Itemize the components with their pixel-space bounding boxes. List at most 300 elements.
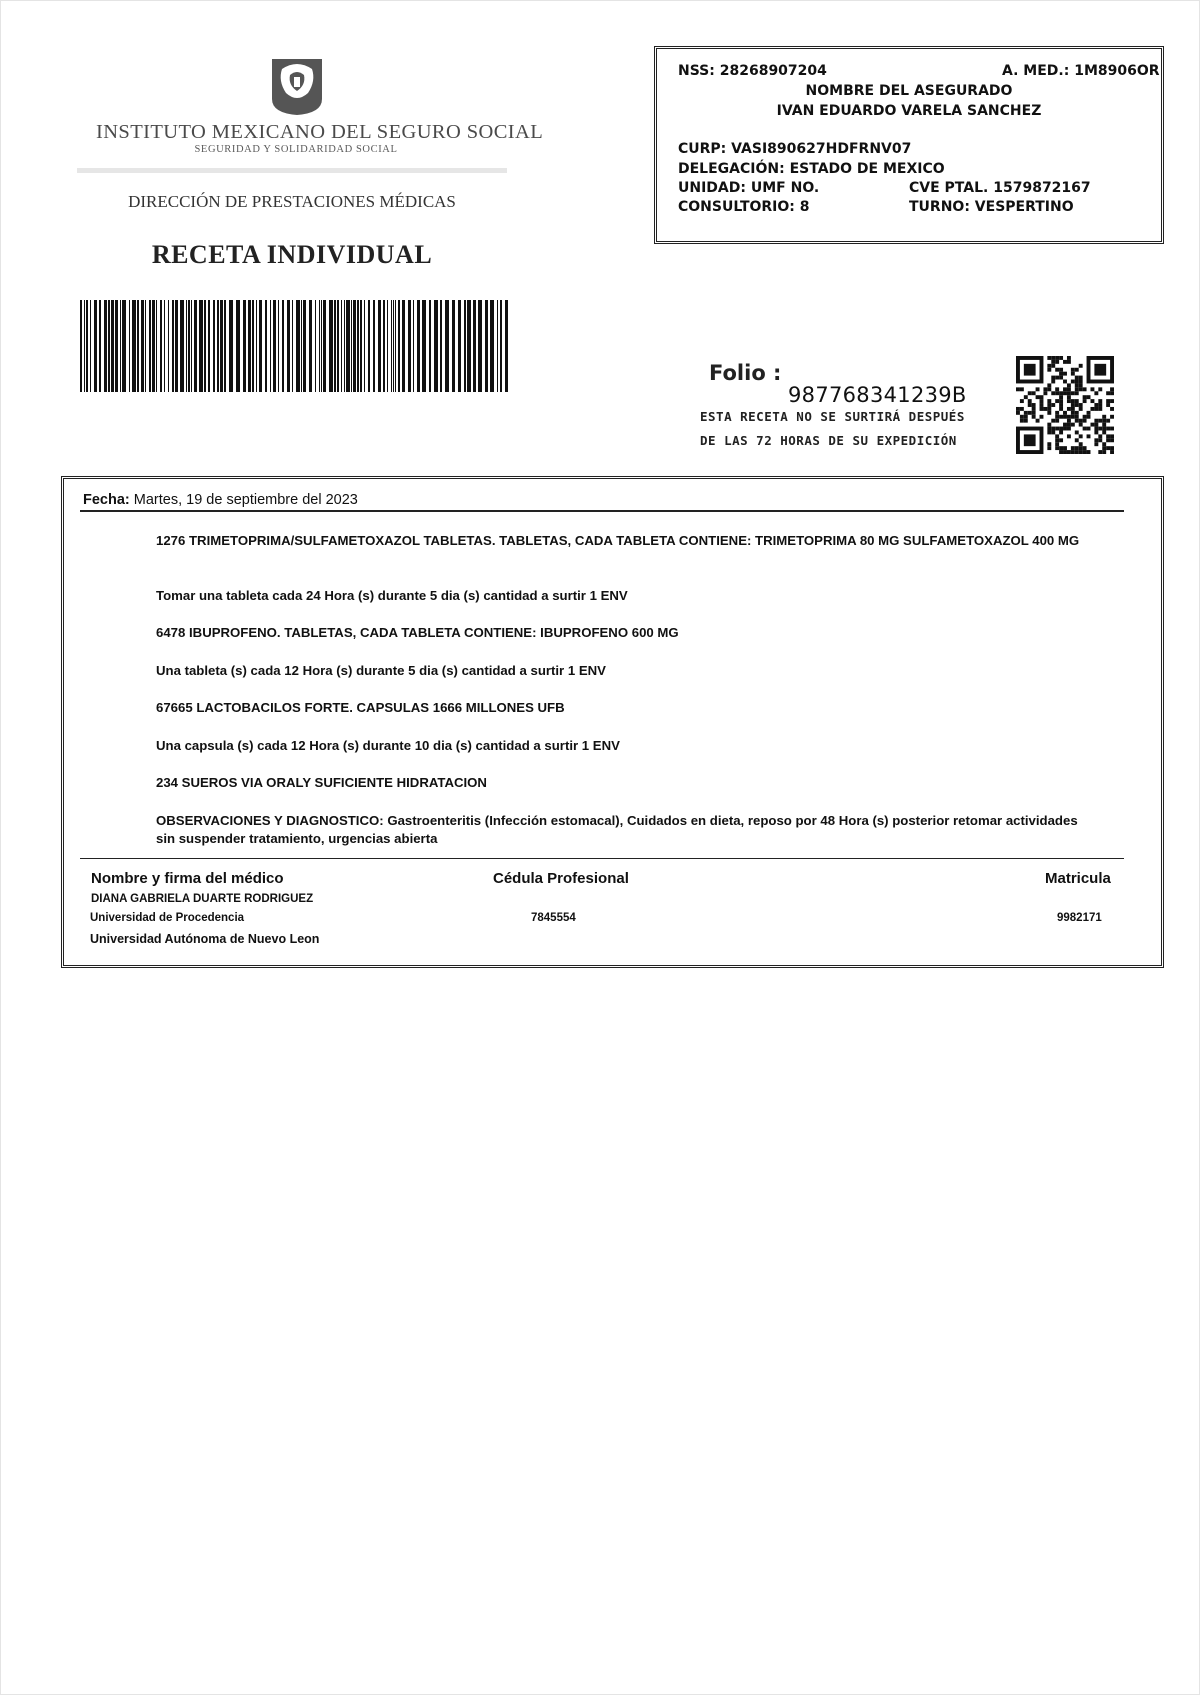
qr-module [1059, 391, 1063, 395]
barcode-bar [429, 300, 431, 392]
barcode-bar [108, 300, 110, 392]
qr-module [1032, 411, 1036, 415]
qr-module [1055, 442, 1059, 446]
qr-module [1028, 403, 1032, 407]
qr-module [1083, 446, 1087, 450]
qr-module [1090, 407, 1094, 411]
cve-ptal-value: 1579872167 [993, 180, 1091, 196]
qr-module [1047, 423, 1051, 427]
barcode-bar [485, 300, 488, 392]
curp-value: VASI890627HDFRNV07 [731, 141, 912, 157]
qr-module [1051, 364, 1055, 368]
qr-module [1098, 427, 1102, 431]
qr-module [1102, 430, 1106, 434]
barcode-bar [490, 300, 494, 392]
unidad-value: UMF NO. [750, 180, 820, 196]
qr-module [1083, 387, 1087, 391]
qr-module [1055, 411, 1059, 415]
qr-module [1087, 434, 1091, 438]
qr-module [1028, 399, 1032, 403]
patient-info-box [654, 46, 1164, 244]
qr-module [1051, 360, 1055, 364]
consultorio-value: 8 [799, 199, 810, 215]
qr-module [1106, 446, 1110, 450]
observaciones-text: Gastroenteritis (Infección estomacal), Cuidados en dieta, reposo por 48 Hora (s) posterior retomar actividades sin suspender tratamiento, urgencias abierta [156, 813, 1078, 846]
folio-note-line1: ESTA RECETA NO SE SURTIRÁ DESPUÉS [700, 409, 965, 424]
qr-module [1071, 391, 1075, 395]
barcode-bar [329, 300, 333, 392]
qr-module [1063, 423, 1067, 427]
barcode-bar [417, 300, 420, 392]
qr-module [1106, 438, 1110, 442]
cedula-header: Cédula Profesional [493, 870, 629, 887]
barcode-bar [422, 300, 426, 392]
qr-module [1063, 446, 1067, 450]
qr-module [1051, 403, 1055, 407]
observaciones [156, 812, 1086, 848]
qr-module [1071, 403, 1075, 407]
qr-module [1094, 419, 1098, 423]
qr-module [1063, 387, 1067, 391]
qr-module [1040, 395, 1044, 399]
barcode-bar [104, 300, 107, 392]
qr-module [1075, 368, 1079, 372]
qr-module [1079, 403, 1083, 407]
qr-module [1075, 430, 1079, 434]
barcode-bar [357, 300, 359, 392]
qr-module [1075, 411, 1079, 415]
barcode-bar [99, 300, 101, 392]
doctor-name: DIANA GABRIELA DUARTE RODRIGUEZ [91, 893, 314, 905]
barcode-bar [160, 300, 162, 392]
qr-module [1075, 415, 1079, 419]
barcode-bar [321, 300, 322, 392]
qr-module [1110, 415, 1114, 419]
qr-module [1067, 427, 1071, 431]
qr-module [1098, 419, 1102, 423]
qr-module [1106, 399, 1110, 403]
barcode-bar [287, 300, 290, 392]
curp-label: CURP: [678, 141, 727, 157]
barcode-bar [440, 300, 442, 392]
barcode-bar [383, 300, 385, 392]
qr-module [1024, 395, 1028, 399]
qr-module [1047, 411, 1051, 415]
curp-field [678, 141, 911, 157]
qr-module [1055, 376, 1059, 380]
rx-line-1: 1276 TRIMETOPRIMA/SULFAMETOXAZOL TABLETAS. TABLETAS, CADA TABLETA CONTIENE: TRIMETOPRIMA 80 MG SULFAMETOXAZOL 400 MG [156, 533, 1080, 548]
qr-module [1075, 399, 1079, 403]
barcode-bar [141, 300, 144, 392]
qr-module [1055, 360, 1059, 364]
nss-value: 28268907204 [719, 63, 827, 79]
qr-module [1098, 438, 1102, 442]
qr-module [1055, 399, 1059, 403]
qr-module [1094, 364, 1106, 376]
barcode-bar [344, 300, 345, 392]
qr-module [1075, 383, 1079, 387]
barcode-bar [445, 300, 449, 392]
qr-code-icon [1016, 356, 1114, 454]
barcode-bar [505, 300, 508, 392]
barcode-icon [80, 300, 508, 392]
qr-module [1020, 419, 1024, 423]
barcode-bar [229, 300, 233, 392]
barcode-bar [180, 300, 184, 392]
barcode-bar [90, 300, 91, 392]
qr-module [1083, 450, 1087, 454]
barcode-bar [458, 300, 461, 392]
qr-module [1083, 419, 1087, 423]
barcode-bar [243, 300, 246, 392]
qr-module [1083, 399, 1087, 403]
insured-name: IVAN EDUARDO VARELA SANCHEZ [776, 103, 1042, 119]
consultorio-field [678, 199, 810, 215]
qr-module [1059, 427, 1063, 431]
qr-module [1059, 430, 1063, 434]
qr-module [1106, 403, 1110, 407]
qr-module [1083, 395, 1087, 399]
barcode-bar [278, 300, 279, 392]
qr-module [1059, 407, 1063, 411]
turno-value: VESPERTINO [974, 199, 1074, 215]
qr-module [1051, 356, 1055, 360]
qr-module [1071, 423, 1075, 427]
qr-module [1063, 415, 1067, 419]
qr-module [1090, 387, 1094, 391]
qr-module [1067, 387, 1071, 391]
barcode-bar [467, 300, 471, 392]
barcode-bar [309, 300, 312, 392]
qr-module [1016, 387, 1020, 391]
unidad-label: UNIDAD: [678, 180, 746, 196]
turno-label: TURNO: [909, 199, 970, 215]
qr-module [1059, 399, 1063, 403]
qr-module [1055, 434, 1059, 438]
barcode-bar [186, 300, 187, 392]
qr-module [1106, 391, 1110, 395]
qr-module [1102, 415, 1106, 419]
qr-module [1071, 446, 1075, 450]
barcode-bar [115, 300, 118, 392]
qr-module [1055, 446, 1059, 450]
qr-module [1098, 399, 1102, 403]
date-label: Fecha: [83, 492, 130, 508]
consultorio-label: CONSULTORIO: [678, 199, 795, 215]
barcode-bar [301, 300, 302, 392]
qr-module [1110, 438, 1114, 442]
barcode-bar [315, 300, 316, 392]
qr-module [1075, 380, 1079, 384]
qr-module [1098, 403, 1102, 407]
qr-module [1063, 372, 1067, 376]
qr-module [1043, 387, 1047, 391]
barcode-bar [199, 300, 203, 392]
barcode-bar [303, 300, 306, 392]
qr-module [1059, 415, 1063, 419]
barcode-bar [378, 300, 381, 392]
qr-module [1059, 376, 1063, 380]
qr-module [1087, 411, 1091, 415]
barcode-bar [391, 300, 392, 392]
qr-module [1040, 399, 1044, 403]
qr-module [1071, 407, 1075, 411]
qr-module [1075, 450, 1079, 454]
barcode-bar [120, 300, 121, 392]
qr-module [1067, 423, 1071, 427]
rx-line-6: Una capsula (s) cada 12 Hora (s) durante 10 dia (s) cantidad a surtir 1 ENV [156, 738, 620, 753]
qr-module [1051, 427, 1055, 431]
institution-subtitle: SEGURIDAD Y SOLIDARIDAD SOCIAL [194, 144, 398, 155]
barcode-bar [398, 300, 400, 392]
qr-module [1055, 427, 1059, 431]
qr-module [1090, 399, 1094, 403]
qr-module [1032, 407, 1036, 411]
barcode-bar [351, 300, 352, 392]
qr-module [1071, 399, 1075, 403]
cedula-value: 7845554 [531, 912, 576, 924]
rx-line-2: Tomar una tableta cada 24 Hora (s) durante 5 dia (s) cantidad a surtir 1 ENV [156, 588, 628, 603]
qr-module [1075, 391, 1079, 395]
barcode-bar [224, 300, 226, 392]
insured-label: NOMBRE DEL ASEGURADO [805, 83, 1013, 99]
qr-module [1067, 360, 1071, 364]
qr-module [1071, 380, 1075, 384]
barcode-bar [364, 300, 365, 392]
qr-module [1040, 407, 1044, 411]
barcode-bar [497, 300, 498, 392]
barcode-bar [194, 300, 197, 392]
qr-module [1028, 411, 1032, 415]
delegacion-value: ESTADO DE MEXICO [789, 161, 945, 177]
barcode-bar [296, 300, 300, 392]
qr-module [1098, 434, 1102, 438]
barcode-bar [252, 300, 254, 392]
qr-module [1024, 411, 1028, 415]
barcode-bar [464, 300, 466, 392]
qr-module [1067, 356, 1071, 360]
qr-module [1059, 372, 1063, 376]
date-field [83, 492, 358, 508]
qr-module [1047, 364, 1051, 368]
qr-module [1090, 423, 1094, 427]
amed-field [1002, 63, 1160, 79]
qr-module [1067, 415, 1071, 419]
qr-module [1075, 376, 1079, 380]
qr-module [1110, 391, 1114, 395]
qr-module [1079, 423, 1083, 427]
barcode-bar [191, 300, 192, 392]
rx-line-4: Una tableta (s) cada 12 Hora (s) durante 5 dia (s) cantidad a surtir 1 ENV [156, 663, 606, 678]
qr-module [1047, 356, 1051, 360]
qr-module [1055, 415, 1059, 419]
barcode-bar [84, 300, 85, 392]
qr-module [1079, 442, 1083, 446]
qr-module [1063, 427, 1067, 431]
barcode-bar [132, 300, 136, 392]
barcode-bar [360, 300, 362, 392]
barcode-bar [353, 300, 356, 392]
qr-module [1059, 356, 1063, 360]
delegacion-label: DELEGACIÓN: [678, 161, 785, 177]
qr-module [1094, 438, 1098, 442]
qr-module [1055, 356, 1059, 360]
barcode-bar [111, 300, 114, 392]
folio-label: Folio : [709, 361, 782, 385]
qr-module [1094, 407, 1098, 411]
barcode-bar [129, 300, 130, 392]
rx-line-7: 234 SUEROS VIA ORALY SUFICIENTE HIDRATACION [156, 775, 487, 790]
qr-module [1047, 383, 1051, 387]
barcode-bar [145, 300, 146, 392]
qr-module [1036, 395, 1040, 399]
qr-module [1055, 387, 1059, 391]
qr-module [1032, 403, 1036, 407]
qr-module [1043, 391, 1047, 395]
signature-divider [80, 858, 1124, 859]
qr-module [1067, 434, 1071, 438]
qr-module [1032, 415, 1036, 419]
date-divider [80, 510, 1124, 512]
amed-value: 1M8906OR [1074, 63, 1160, 79]
barcode-bar [478, 300, 482, 392]
barcode-bar [387, 300, 388, 392]
barcode-bar [337, 300, 339, 392]
qr-module [1047, 403, 1051, 407]
qr-module [1106, 427, 1110, 431]
barcode-bar [395, 300, 396, 392]
qr-module [1098, 387, 1102, 391]
unidad-field [678, 180, 819, 196]
barcode-bar [273, 300, 276, 392]
barcode-bar [259, 300, 262, 392]
qr-module [1102, 450, 1106, 454]
qr-module [1083, 415, 1087, 419]
qr-module [1067, 395, 1071, 399]
qr-module [1055, 438, 1059, 442]
qr-module [1098, 407, 1102, 411]
qr-module [1063, 391, 1067, 395]
qr-module [1075, 403, 1079, 407]
barcode-bar [408, 300, 411, 392]
qr-module [1047, 427, 1051, 431]
qr-module [1020, 399, 1024, 403]
barcode-bar [341, 300, 342, 392]
qr-module [1079, 380, 1083, 384]
qr-module [1067, 407, 1071, 411]
barcode-bar [86, 300, 88, 392]
qr-module [1036, 387, 1040, 391]
barcode-bar [282, 300, 284, 392]
qr-module [1071, 368, 1075, 372]
qr-module [1075, 438, 1079, 442]
qr-module [1055, 368, 1059, 372]
barcode-bar [152, 300, 155, 392]
qr-module [1024, 419, 1028, 423]
qr-module [1059, 446, 1063, 450]
barcode-bar [393, 300, 394, 392]
qr-module [1110, 399, 1114, 403]
institution-name: INSTITUTO MEXICANO DEL SEGURO SOCIAL [96, 121, 544, 143]
qr-module [1059, 368, 1063, 372]
qr-module [1094, 391, 1098, 395]
qr-module [1094, 403, 1098, 407]
qr-module [1079, 376, 1083, 380]
qr-module [1110, 427, 1114, 431]
qr-module [1051, 380, 1055, 384]
qr-module [1087, 415, 1091, 419]
qr-module [1047, 387, 1051, 391]
barcode-bar [172, 300, 174, 392]
qr-module [1102, 442, 1106, 446]
barcode-bar [164, 300, 165, 392]
matricula-value: 9982171 [1057, 912, 1102, 924]
barcode-bar [236, 300, 240, 392]
qr-module [1110, 434, 1114, 438]
qr-module [1079, 407, 1083, 411]
qr-module [1102, 427, 1106, 431]
barcode-bar [168, 300, 169, 392]
qr-module [1071, 411, 1075, 415]
qr-module [1079, 387, 1083, 391]
cve-ptal-label: CVE PTAL. [909, 180, 989, 196]
qr-module [1110, 446, 1114, 450]
amed-label: A. MED.: [1002, 63, 1070, 79]
barcode-bar [452, 300, 455, 392]
header-divider [77, 168, 507, 173]
barcode-bar [292, 300, 293, 392]
qr-module [1079, 419, 1083, 423]
qr-module [1028, 391, 1032, 395]
delegacion-field [678, 161, 945, 177]
doctor-name-header: Nombre y firma del médico [91, 870, 284, 887]
barcode-bar [334, 300, 336, 392]
qr-module [1059, 395, 1063, 399]
direction-title: DIRECCIÓN DE PRESTACIONES MÉDICAS [128, 192, 456, 211]
barcode-bar [323, 300, 326, 392]
qr-module [1102, 419, 1106, 423]
qr-module [1087, 395, 1091, 399]
qr-module [1047, 430, 1051, 434]
qr-module [1071, 450, 1075, 454]
qr-module [1087, 450, 1091, 454]
qr-module [1075, 419, 1079, 423]
qr-module [1016, 407, 1020, 411]
qr-module [1063, 450, 1067, 454]
barcode-bar [413, 300, 414, 392]
qr-module [1047, 407, 1051, 411]
qr-module [1067, 419, 1071, 423]
qr-module [1106, 434, 1110, 438]
barcode-bar [256, 300, 257, 392]
qr-module [1110, 450, 1114, 454]
rx-line-5: 67665 LACTOBACILOS FORTE. CAPSULAS 1666 MILLONES UFB [156, 700, 565, 715]
qr-module [1083, 427, 1087, 431]
qr-module [1063, 380, 1067, 384]
qr-module [1047, 442, 1051, 446]
qr-module [1059, 403, 1063, 407]
barcode-bar [368, 300, 370, 392]
qr-module [1040, 415, 1044, 419]
qr-module [1063, 360, 1067, 364]
barcode-bar [122, 300, 126, 392]
qr-module [1071, 372, 1075, 376]
date-value: Martes, 19 de septiembre del 2023 [133, 492, 358, 508]
qr-module [1067, 383, 1071, 387]
qr-module [1020, 415, 1024, 419]
barcode-bar [80, 300, 82, 392]
barcode-bar [149, 300, 151, 392]
